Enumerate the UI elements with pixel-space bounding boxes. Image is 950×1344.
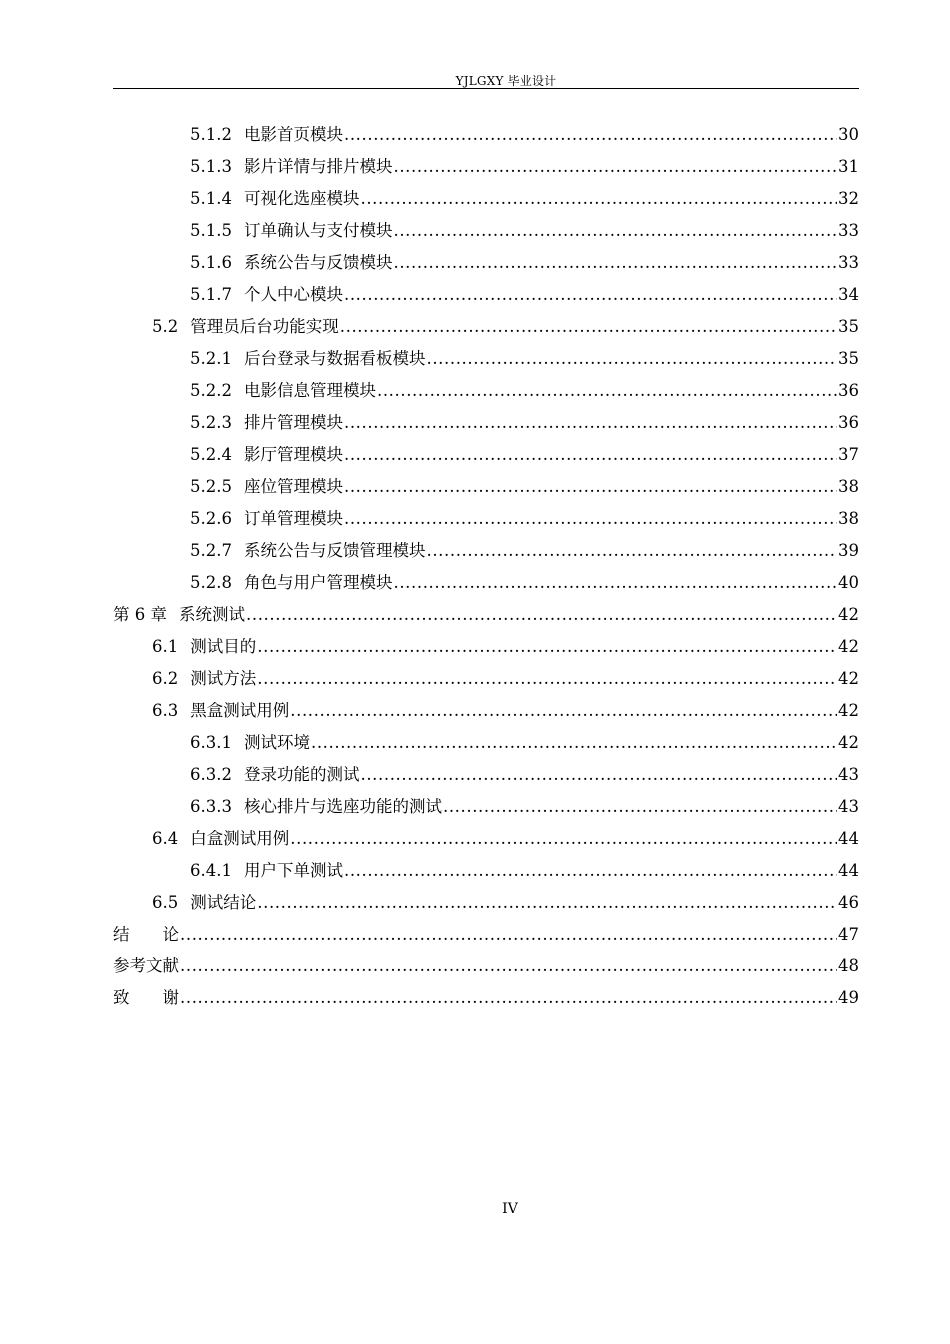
toc-entry-number: 5.2.1 (190, 349, 232, 368)
toc-entry-title: 致 谢 (113, 988, 179, 1007)
toc-entry-5-2-3[interactable] (190, 403, 859, 433)
toc-leader-dots (426, 349, 837, 369)
toc-entry-page: 42 (838, 669, 859, 688)
toc-leader-dots (344, 509, 837, 529)
toc-entry-number: 5.1.5 (190, 221, 232, 240)
toc-entry-number: 5.2.8 (190, 573, 232, 592)
toc-entry-page: 44 (838, 829, 859, 848)
toc-entry-title: 测试环境 (243, 733, 310, 752)
toc-entry-title: 登录功能的测试 (243, 765, 360, 784)
toc-entry-title: 系统测试 (179, 605, 245, 624)
toc-entry-page: 48 (838, 956, 859, 975)
page-number: IV (502, 1201, 518, 1217)
toc-entry-5-2-1[interactable] (190, 339, 859, 369)
toc-leader-dots (344, 861, 837, 881)
toc-leader-dots (443, 797, 837, 817)
toc-leader-dots (377, 381, 837, 401)
toc-entry-chapter-6[interactable] (113, 595, 859, 625)
toc-leader-dots (180, 925, 837, 945)
toc-entry-title: 可视化选座模块 (243, 189, 360, 208)
toc-entry-title: 电影信息管理模块 (243, 381, 376, 400)
toc-entry-number: 6.3.2 (190, 765, 232, 784)
toc-entry-number: 6.3 (152, 701, 179, 720)
toc-leader-dots (344, 285, 837, 305)
toc-entry-page: 46 (838, 893, 859, 912)
toc-entry-number: 5.1.4 (190, 189, 232, 208)
toc-entry-title: 参考文献 (113, 956, 179, 975)
toc-entry-title: 订单管理模块 (243, 509, 343, 528)
toc-entry-title: 测试方法 (190, 669, 257, 688)
toc-entry-title: 系统公告与反馈管理模块 (243, 541, 426, 560)
toc-leader-dots (340, 317, 837, 337)
toc-entry-page: 34 (838, 285, 859, 304)
toc-leader-dots (344, 477, 837, 497)
header-divider (113, 88, 859, 89)
toc-entry-6-3-2[interactable] (190, 755, 859, 785)
toc-entry-6-3[interactable] (152, 691, 859, 721)
toc-entry-6-3-3[interactable] (190, 787, 859, 817)
toc-entry-conclusion[interactable] (113, 915, 859, 945)
toc-entry-5-1-5[interactable] (190, 211, 859, 241)
toc-entry-5-1-2[interactable] (190, 115, 859, 145)
toc-leader-dots (393, 221, 837, 241)
page-header-title: YJLGXY 毕业设计 (455, 74, 557, 88)
toc-leader-dots (257, 637, 837, 657)
toc-entry-title: 结 论 (113, 925, 179, 944)
toc-entry-5-1-7[interactable] (190, 275, 859, 305)
toc-entry-number: 5.2.5 (190, 477, 232, 496)
toc-entry-number: 6.5 (152, 893, 179, 912)
toc-entry-title: 座位管理模块 (243, 477, 343, 496)
toc-entry-title: 核心排片与选座功能的测试 (243, 797, 442, 816)
toc-leader-dots (393, 253, 837, 273)
toc-leader-dots (290, 701, 837, 721)
toc-entry-number: 第 6 章 (113, 605, 167, 624)
toc-entry-page: 38 (838, 509, 859, 528)
toc-entry-page: 37 (838, 445, 859, 464)
toc-entry-title: 排片管理模块 (243, 413, 343, 432)
toc-leader-dots (257, 669, 837, 689)
toc-entry-page: 39 (838, 541, 859, 560)
toc-entry-references[interactable] (113, 946, 859, 976)
toc-leader-dots (311, 733, 837, 753)
toc-entry-6-4[interactable] (152, 819, 859, 849)
toc-entry-title: 用户下单测试 (243, 861, 343, 880)
toc-entry-page: 42 (838, 733, 859, 752)
toc-entry-page: 30 (838, 125, 859, 144)
toc-entry-6-2[interactable] (152, 659, 859, 689)
toc-entry-title: 影片详情与排片模块 (243, 157, 393, 176)
toc-entry-5-2-4[interactable] (190, 435, 859, 465)
toc-entry-number: 6.2 (152, 669, 179, 688)
toc-entry-page: 36 (838, 413, 859, 432)
toc-entry-page: 31 (838, 157, 859, 176)
toc-entry-number: 6.4.1 (190, 861, 232, 880)
toc-entry-page: 42 (838, 701, 859, 720)
toc-entry-title: 系统公告与反馈模块 (243, 253, 393, 272)
toc-entry-page: 49 (838, 988, 859, 1007)
toc-entry-number: 5.1.6 (190, 253, 232, 272)
toc-entry-6-1[interactable] (152, 627, 859, 657)
toc-entry-number: 6.4 (152, 829, 179, 848)
toc-leader-dots (180, 988, 837, 1008)
toc-entry-title: 测试结论 (190, 893, 257, 912)
toc-entry-page: 43 (838, 797, 859, 816)
toc-entry-number: 5.2.2 (190, 381, 232, 400)
toc-leader-dots (246, 605, 837, 625)
toc-entry-page: 40 (838, 573, 859, 592)
toc-entry-number: 5.2 (152, 317, 179, 336)
toc-entry-title: 电影首页模块 (243, 125, 343, 144)
toc-entry-page: 38 (838, 477, 859, 496)
toc-entry-5-1-3[interactable] (190, 147, 859, 177)
toc-entry-number: 6.3.1 (190, 733, 232, 752)
toc-entry-page: 36 (838, 381, 859, 400)
toc-entry-page: 42 (838, 637, 859, 656)
toc-entry-number: 5.1.2 (190, 125, 232, 144)
toc-entry-title: 测试目的 (190, 637, 257, 656)
toc-entry-number: 5.2.4 (190, 445, 232, 464)
toc-entry-page: 33 (838, 221, 859, 240)
toc-entry-5-1-6[interactable] (190, 243, 859, 273)
toc-entry-title: 订单确认与支付模块 (243, 221, 393, 240)
toc-entry-6-4-1[interactable] (190, 851, 859, 881)
toc-entry-title: 管理员后台功能实现 (190, 317, 339, 336)
toc-entry-page: 32 (838, 189, 859, 208)
toc-entry-6-3-1[interactable] (190, 723, 859, 753)
toc-entry-5-1-4[interactable] (190, 179, 859, 209)
toc-leader-dots (257, 893, 837, 913)
toc-entry-page: 35 (838, 317, 859, 336)
toc-leader-dots (344, 125, 837, 145)
toc-entry-number: 6.1 (152, 637, 179, 656)
toc-entry-page: 44 (838, 861, 859, 880)
toc-entry-number: 6.3.3 (190, 797, 232, 816)
toc-entry-5-2-2[interactable] (190, 371, 859, 401)
toc-entry-title: 个人中心模块 (243, 285, 343, 304)
toc-entry-title: 影厅管理模块 (243, 445, 343, 464)
toc-entry-page: 35 (838, 349, 859, 368)
toc-leader-dots (180, 956, 837, 976)
toc-leader-dots (393, 573, 837, 593)
toc-entry-number: 5.2.7 (190, 541, 232, 560)
toc-entry-title: 白盒测试用例 (190, 829, 290, 848)
toc-leader-dots (344, 445, 837, 465)
toc-entry-page: 33 (838, 253, 859, 272)
toc-entry-number: 5.2.6 (190, 509, 232, 528)
toc-leader-dots (344, 413, 837, 433)
toc-leader-dots (393, 157, 837, 177)
toc-entry-title: 角色与用户管理模块 (243, 573, 393, 592)
toc-leader-dots (426, 541, 837, 561)
toc-entry-title: 后台登录与数据看板模块 (243, 349, 426, 368)
toc-leader-dots (360, 189, 837, 209)
toc-entry-page: 43 (838, 765, 859, 784)
toc-entry-6-5[interactable] (152, 883, 859, 913)
toc-entry-5-2-8[interactable] (190, 563, 859, 593)
toc-entry-number: 5.1.3 (190, 157, 232, 176)
toc-entry-5-2-6[interactable] (190, 499, 859, 529)
toc-leader-dots (360, 765, 837, 785)
toc-entry-page: 42 (838, 605, 859, 624)
toc-entry-5-2-7[interactable] (190, 531, 859, 561)
toc-entry-title: 黑盒测试用例 (190, 701, 290, 720)
toc-entry-acknowledgements[interactable] (113, 978, 859, 1008)
toc-leader-dots (290, 829, 837, 849)
toc-entry-page: 47 (838, 925, 859, 944)
toc-entry-5-2[interactable] (152, 307, 859, 337)
toc-entry-5-2-5[interactable] (190, 467, 859, 497)
toc-entry-number: 5.2.3 (190, 413, 232, 432)
toc-entry-number: 5.1.7 (190, 285, 232, 304)
